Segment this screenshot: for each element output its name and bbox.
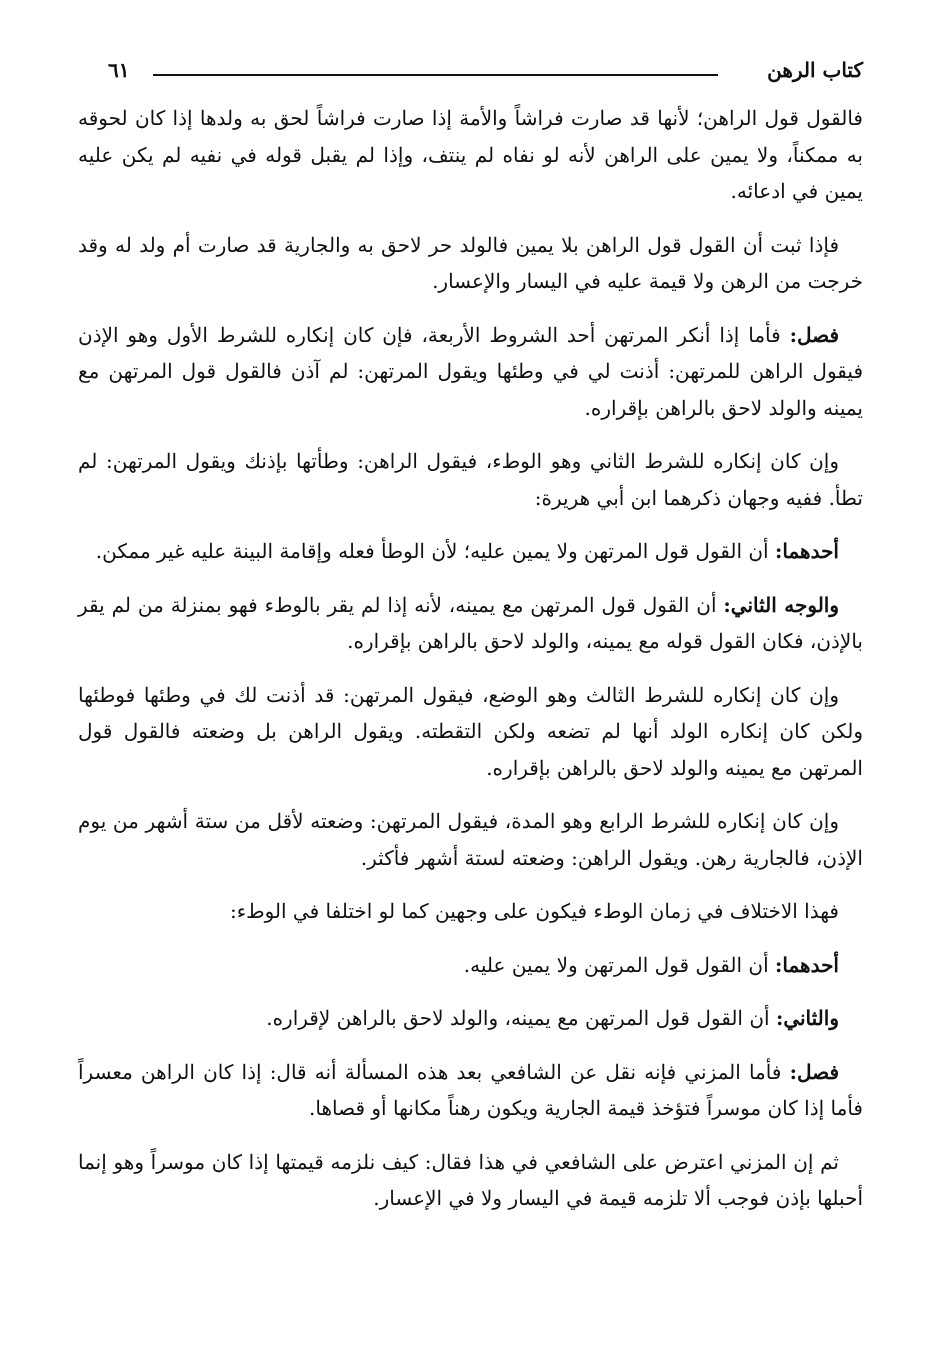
paragraph: [78, 1144, 863, 1217]
paragraph: [78, 947, 863, 984]
section-label: فصل:: [789, 322, 840, 347]
page-number: ٦١: [108, 58, 130, 82]
paragraph: [78, 587, 863, 660]
paragraph-text: فأما إذا أنكر المرتهن أحد الشروط الأربعة، فإن كان إنكاره للشرط الأول وهو الإذن فيقول الراهن للمرتهن: أذنت لي في وطئها ويقول المرتهن: لم آذن فالقول قول المرتهن مع يمينه والولد لاحق بالراهن بإقراره.: [78, 322, 863, 420]
paragraph-text: فالقول قول الراهن؛ لأنها قد صارت فراشاً والأمة إذا صارت فراشاً لحق به ولدها إذا كان لحوقه به ممكناً، ولا يمين على الراهن لأنه لو نفاه لم ينتف، وإذا لم يقبل قوله في نفيه لم يكن عليه يمين في ادعائه.: [78, 106, 863, 203]
paragraph-text: وإن كان إنكاره للشرط الرابع وهو المدة، فيقول المرتهن: وضعته لأقل من ستة أشهر من يوم الإذن، فالجارية رهن. ويقول الراهن: وضعته لستة أشهر فأكثر.: [78, 809, 863, 870]
section-label: أحدهما:: [774, 952, 839, 977]
paragraph-text: وإن كان إنكاره للشرط الثاني وهو الوطء، فيقول الراهن: وطأتها بإذنك ويقول المرتهن: لم تطأ. ففيه وجهان ذكرهما ابن أبي هريرة:: [78, 449, 863, 510]
paragraph: [78, 1054, 863, 1127]
paragraph: [78, 893, 863, 930]
section-label: والوجه الثاني:: [723, 592, 840, 617]
paragraph: [78, 443, 863, 516]
book-title: كتاب الرهن: [767, 58, 863, 82]
paragraph-text: فأما المزني فإنه نقل عن الشافعي بعد هذه المسألة أنه قال: إذا كان الراهن معسراً فأما إذا كان موسراً فتؤخذ قيمة الجارية ويكون رهناً مكانها أو قصاها.: [78, 1059, 863, 1120]
paragraph-text: ثم إن المزني اعترض على الشافعي في هذا فقال: كيف نلزمه قيمتها إذا كان موسراً وهو إنما أحبلها بإذن فوجب ألا تلزمه قيمة في اليسار ولا في الإعسار.: [78, 1149, 863, 1210]
section-label: فصل:: [789, 1059, 840, 1084]
paragraph-text: وإن كان إنكاره للشرط الثالث وهو الوضع، فيقول المرتهن: قد أذنت لك في وطئها فوطئها ولكن كان إنكاره الولد أنها لم تضعه ولكن التقطته. ويقول الراهن بل وضعته فالقول قول المرتهن مع يمينه والولد لاحق بالراهن بإقراره.: [78, 682, 863, 780]
section-label: أحدهما:: [774, 539, 839, 563]
paragraph: [78, 533, 863, 570]
paragraph-text: أن القول قول المرتهن مع يمينه، لأنه إذا لم يقر بالوطء فهو بمنزلة من لم يقر بالإذن، فكان القول قوله مع يمينه، والولد لاحق بالراهن بإقراره.: [78, 592, 863, 653]
section-label: والثاني:: [775, 1006, 839, 1030]
paragraph-text: أن القول قول المرتهن ولا يمين عليه؛ لأن الوطأ فعله وإقامة البينة عليه غير ممكن.: [95, 539, 769, 563]
paragraph: [78, 317, 863, 427]
paragraph: [78, 227, 863, 300]
paragraph: [78, 677, 863, 787]
paragraph-text: أن القول قول المرتهن ولا يمين عليه.: [463, 952, 769, 977]
running-header: [108, 50, 863, 92]
header-rule: [153, 74, 718, 76]
paragraph: [78, 803, 863, 876]
paragraph-text: فإذا ثبت أن القول قول الراهن بلا يمين فالولد حر لاحق به والجارية قد صارت أم ولد له وقد خرجت من الرهن ولا قيمة عليه في اليسار والإعسار.: [78, 232, 863, 293]
page-body: [78, 100, 863, 1234]
paragraph-text: أن القول قول المرتهن مع يمينه، والولد لاحق بالراهن لإقراره.: [266, 1006, 770, 1030]
paragraph: [78, 1000, 863, 1037]
paragraph: [78, 100, 863, 210]
paragraph-text: فهذا الاختلاف في زمان الوطء فيكون على وجهين كما لو اختلفا في الوطء:: [229, 899, 839, 923]
